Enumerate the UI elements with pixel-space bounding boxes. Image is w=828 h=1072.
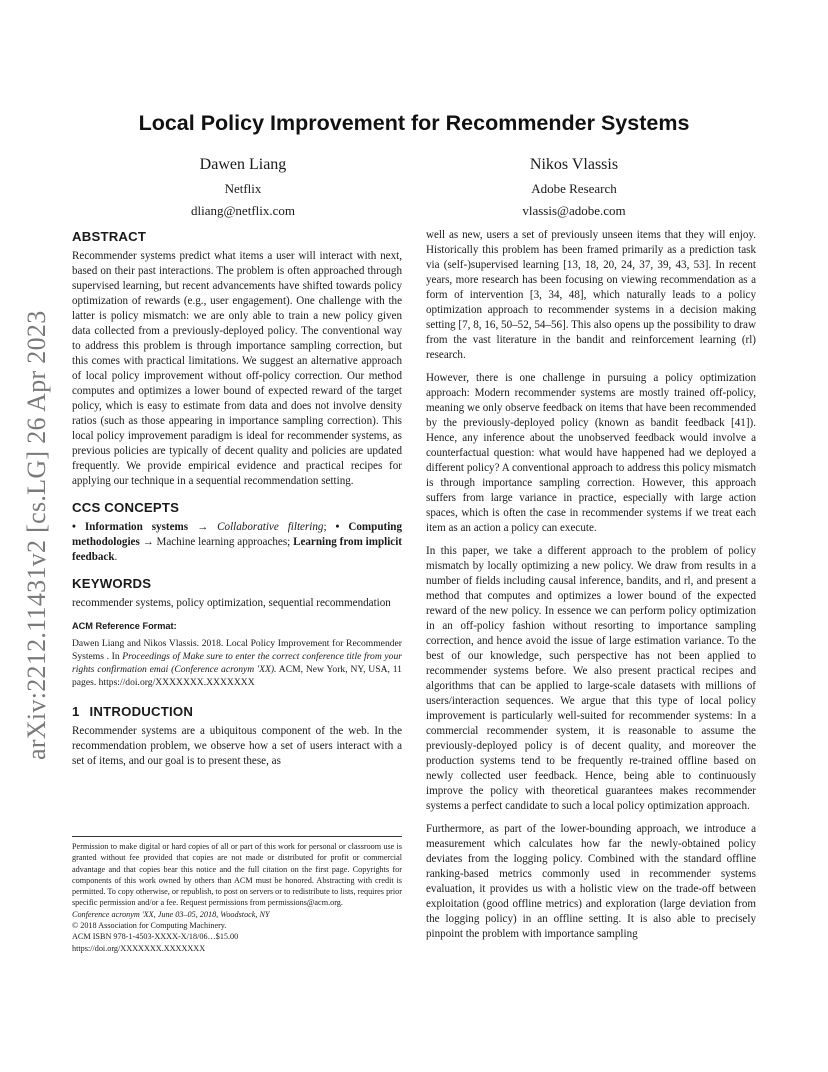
period: . (114, 551, 118, 563)
intro-paragraph-4: Furthermore, as part of the lower-bounding approach, we introduce a measurement which calculates how far the newly-obtained policy deviates from the logging policy. Combined with the standard offline ranking-based metrics commonly used in recommender systems evaluation, it provides us with a holistic view on the trade-off between exploitation (good offline metrics) and exploration (large deviation from the logging policy) in an offline setting. It is also able to precisely pinpoint the problem with importance sampling (426, 823, 756, 940)
left-column (72, 228, 402, 769)
arrow: → (139, 536, 157, 548)
keywords-heading: KEYWORDS (72, 576, 152, 591)
conference-line (72, 909, 402, 920)
ref-italic: Proceedings of Make sure to enter the correct conference title from your rights confirmation emai (Conference acronym 'XX). (72, 651, 403, 675)
section-title: INTRODUCTION (89, 704, 194, 719)
paper-title: Local Policy Improvement for Recommender Systems (138, 111, 690, 135)
author-name: Dawen Liang (199, 156, 287, 173)
arxiv-identifier: arXiv:2212.11431v2 [cs.LG] 26 Apr 2023 (22, 310, 51, 760)
ccs-term: Collaborative filtering (217, 521, 324, 533)
ccs-term: • Information systems (72, 521, 189, 533)
separator: ; (323, 521, 336, 533)
separator: ; (287, 536, 294, 548)
ccs-heading: CCS CONCEPTS (72, 500, 180, 515)
intro-left-text: Recommender systems are a ubiquitous component of the web. In the recommendation problem, we observe how a set of users interact with a set of items, and our goal is to present these, as (72, 725, 402, 767)
ccs-term: • Computing methodologies (72, 521, 402, 548)
acm-reference-text (72, 637, 402, 689)
section-number: 1 (72, 704, 80, 719)
author-block-2 (424, 152, 724, 222)
ccs-concepts (72, 520, 402, 565)
ccs-term: Learning from implicit feedback (72, 536, 402, 563)
author-affiliation: Adobe Research (531, 181, 617, 196)
author-email[interactable]: vlassis@adobe.com (522, 203, 626, 218)
copyright-footnote (72, 836, 402, 954)
ccs-term: Machine learning approaches (156, 536, 288, 548)
author-email[interactable]: dliang@netflix.com (190, 203, 296, 218)
ref-part: Dawen Liang and Nikos Vlassis. 2018. Local Policy Improvement for Recommender Systems . In (72, 638, 402, 662)
author-name: Nikos Vlassis (529, 156, 619, 173)
isbn-line: ACM ISBN 978-1-4503-XXXX-X/18/06…$15.00 (72, 932, 239, 942)
doi-link[interactable]: https://doi.org/XXXXXXX.XXXXXXX (72, 943, 206, 953)
ref-part: ACM, New York, NY, USA, 11 pages. https://doi.org/XXXXXXX.XXXXXXX (72, 664, 402, 688)
keywords-text: recommender systems, policy optimization, sequential recommendation (72, 597, 391, 609)
author-affiliation: Netflix (224, 181, 262, 196)
author-block-1 (93, 152, 393, 222)
intro-paragraph-1: well as new, users a set of previously unseen items that they will enjoy. Historically this problem has been framed primarily as a prediction task via (self-)supervised learning [13, 18, 20, 24, 37, 39, 43, 53]. In recent years, more research has been focusing on viewing recommendation as a form of intervention [3, 34, 48], which naturally leads to a policy optimization approach to recommender systems in a decision making setting [7, 8, 16, 50–52, 54–56]. This also opens up the possibility to draw from the vast literature in the bandit and reinforcement learning (rl) research. (426, 229, 756, 361)
introduction-heading (72, 703, 402, 721)
intro-paragraph-3: In this paper, we take a different approach to the problem of policy mismatch by locally optimizing a new policy. We draw from results in a number of fields including causal inference, bandits, and rl, and present a method that computes and optimizes a lower bound of the expected reward of the new policy. In essence we can perform policy optimization in an off-policy fashion without resorting to importance sampling correction, and hence avoid the issue of large estimation variance. To the best of our knowledge, such perspective has not been applied to recommender systems before. We also present practical recipes and algorithms that can be applied to large-scale datasets with millions of users/interaction sequences. We argue that this type of local policy improvement is particularly well-suited for recommender systems: In a commercial recommender system, it is reasonable to assume the previously-deployed policy is of decent quality, and moreover the production systems tend to be frequently re-trained offline based on newly collected user feedback. Hence, being able to continuously improve the policy with theoretical guarantees makes recommender systems a perfect candidate to such a local policy optimization approach. (426, 545, 756, 812)
abstract-heading: ABSTRACT (72, 229, 147, 244)
copyright-line: © 2018 Association for Computing Machinery. (72, 921, 227, 931)
conference-text: Conference acronym 'XX, June 03–05, 2018, Woodstock, NY (72, 909, 270, 919)
intro-paragraph-2: However, there is one challenge in pursuing a policy optimization approach: Modern recommender systems are mostly trained off-policy, meaning we only observe feedback on items that have been recommended by the previously-deployed policy (known as bandit feedback [41]). Hence, any inference about the unobserved feedback would involve a counterfactual question: what would have happened had we deployed a different policy? A conventional approach to address this policy mismatch is through importance sampling correction. However, this approach suffers from large variance in practice, especially with large action spaces, which is often the case in recommender systems if we treat each item as an action a policy can execute. (426, 372, 756, 534)
arrow: → (188, 521, 218, 533)
abstract-text: Recommender systems predict what items a user will interact with next, based on their past interactions. The problem is often approached through supervised learning, but recent advancements have shifted towards policy optimization of rewards (e.g., user engagement). One challenge with the latter is policy mismatch: we are only able to train a new policy given data collected from a previously-deployed policy. The conventional way to address this problem is through importance sampling correction, but this comes with practical limitations. We suggest an alternative approach of local policy improvement without off-policy correction. Our method computes and optimizes a lower bound of expected reward of the target policy, which is easy to estimate from data and does not involve density ratios (such as those appearing in importance sampling correction). This local policy improvement paradigm is ideal for recommender systems, as previous policies are typically of decent quality and policies are updated frequently. We provide empirical evidence and practical recipes for applying our technique in a sequential recommendation setting. (72, 250, 402, 487)
acm-reference-heading: ACM Reference Format: (72, 621, 177, 631)
right-column (426, 228, 756, 950)
permission-notice: Permission to make digital or hard copies of all or part of this work for personal or classroom use is granted without fee provided that copies are not made or distributed for profit or commercial advantage and that copies bear this notice and the full citation on the first page. Copyrights for components of this work owned by others than ACM must be honored. Abstracting with credit is permitted. To copy otherwise, or republish, to post on servers or to redistribute to lists, requires prior specific permission and/or a fee. Request permissions from permissions@acm.org. (72, 842, 402, 908)
